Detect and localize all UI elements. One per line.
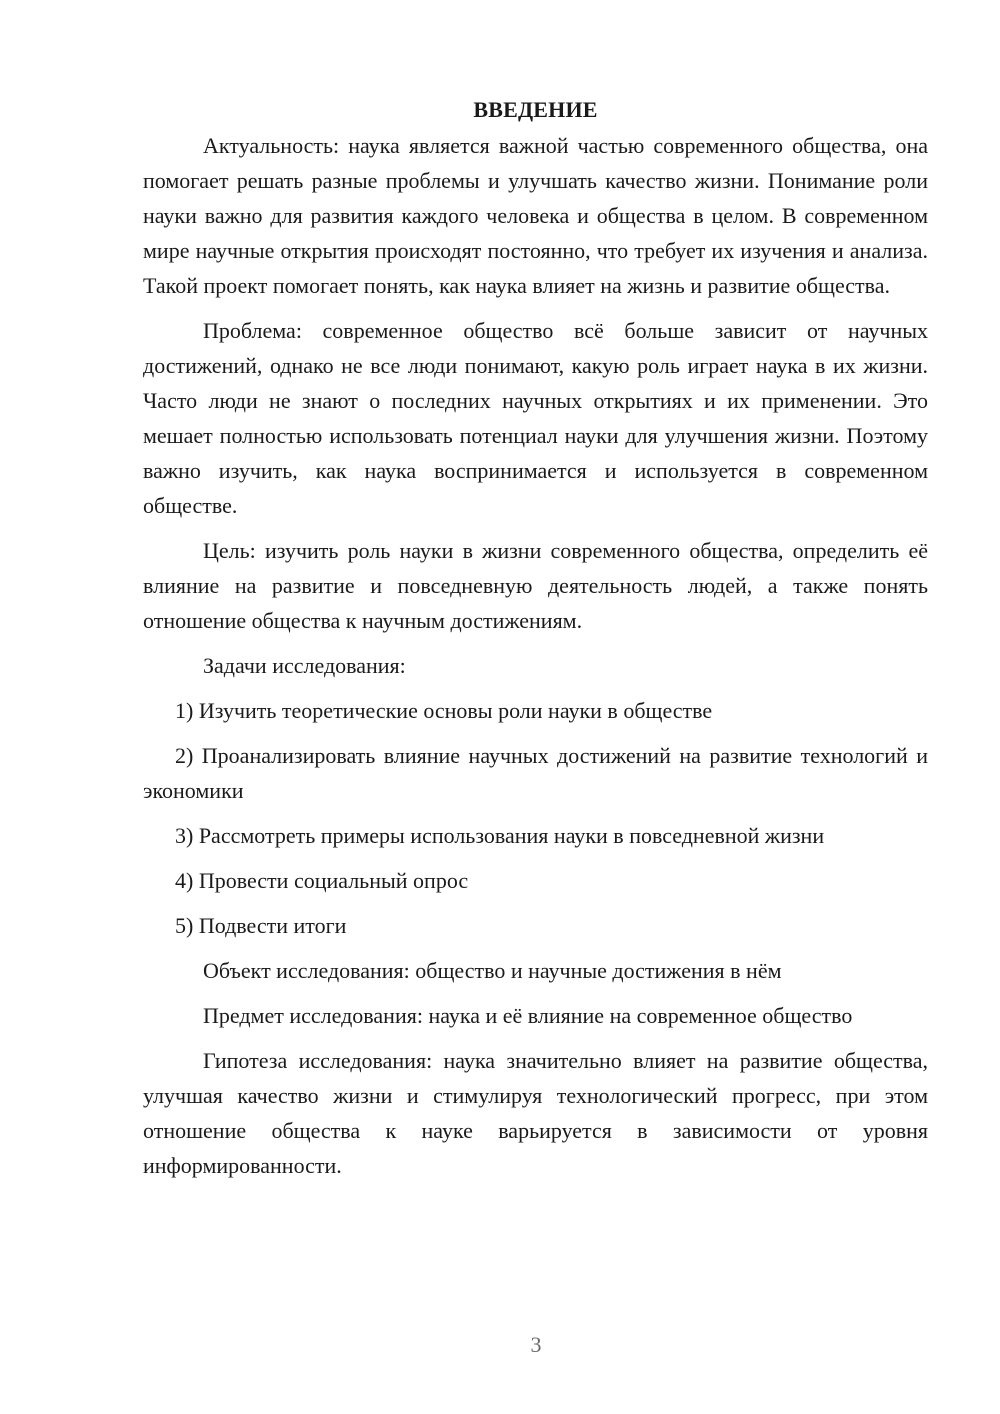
task-item: 4) Провести социальный опрос [175, 868, 469, 893]
document-page [143, 92, 928, 1193]
task-item: 5) Подвести итоги [175, 913, 347, 938]
task-item: 2) Проанализировать влияние научных достижений на развитие технологий и экономики [143, 743, 928, 803]
paragraph-tasks-heading: Задачи исследования: [203, 653, 406, 678]
section-title: ВВЕДЕНИЕ [473, 97, 598, 122]
task-item: 1) Изучить теоретические основы роли науки в обществе [175, 698, 713, 723]
page-number: 3 [530, 1332, 542, 1357]
paragraph-relevance: Актуальность: наука является важной частью современного общества, она помогает решать разные проблемы и улучшать качество жизни. Понимание роли науки важно для развития каждого человека и общества в целом. В современном мире научные открытия происходят постоянно, что требует их изучения и анализа. Такой проект помогает понять, как наука влияет на жизнь и развитие общества. [143, 133, 928, 298]
paragraph-subject: Предмет исследования: наука и её влияние на современное общество [203, 1003, 853, 1028]
task-item: 3) Рассмотреть примеры использования науки в повседневной жизни [175, 823, 825, 848]
paragraph-object: Объект исследования: общество и научные достижения в нём [203, 958, 782, 983]
paragraph-problem: Проблема: современное общество всё больше зависит от научных достижений, однако не все люди понимают, какую роль играет наука в их жизни. Часто люди не знают о последних научных открытиях и их применении. Это мешает полностью использовать потенциал науки для улучшения жизни. Поэтому важно изучить, как наука воспринимается и используется в современном обществе. [143, 318, 928, 518]
paragraph-hypothesis: Гипотеза исследования: наука значительно влияет на развитие общества, улучшая качество жизни и стимулируя технологический прогресс, при этом отношение общества к науке варьируется в зависимости от уровня информированности. [143, 1048, 928, 1178]
paragraph-goal: Цель: изучить роль науки в жизни современного общества, определить её влияние на развитие и повседневную деятельность людей, а также понять отношение общества к научным достижениям. [143, 538, 928, 633]
